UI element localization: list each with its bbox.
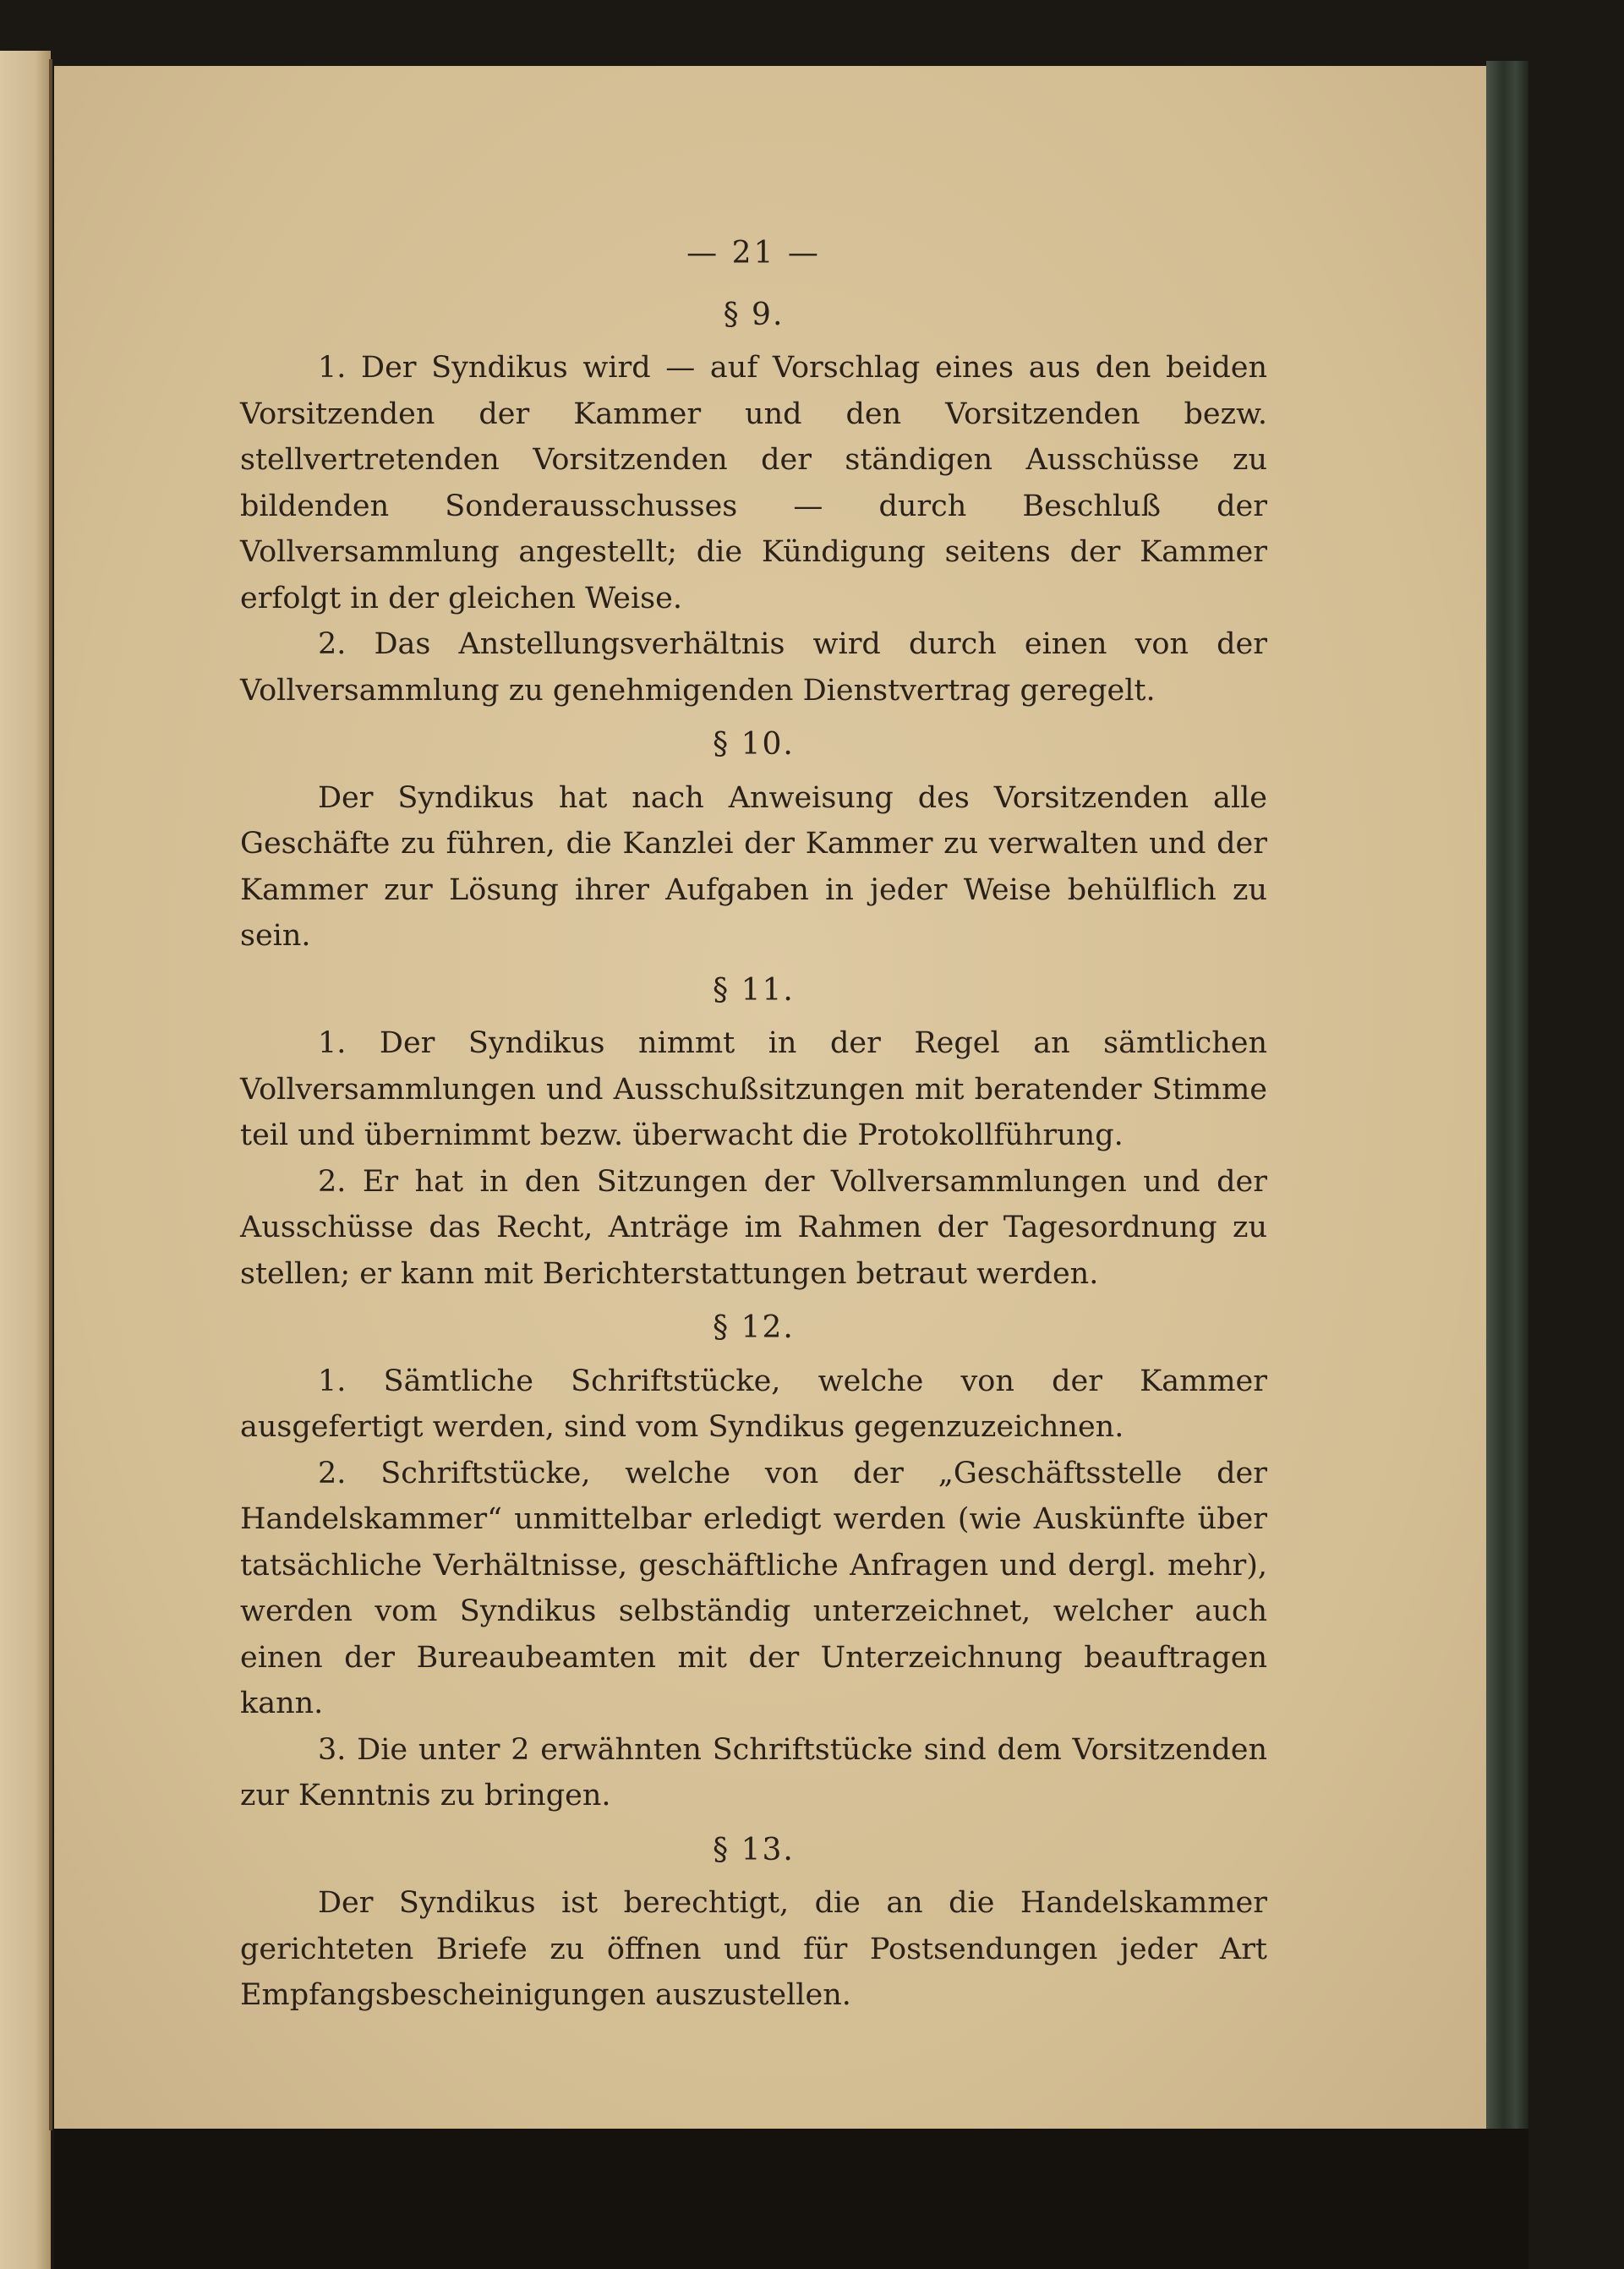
binding-thread <box>49 59 52 2130</box>
section-heading: § 13. <box>713 1832 795 1867</box>
paragraph: 2. Das Anstellungsverhältnis wird durch einen von der Vollversammlung zu genehmigenden Dienstvertrag geregelt. <box>240 627 1267 708</box>
paragraph: Der Syndikus ist berechtigt, die an die Handelskammer gerichteten Briefe zu öffnen und für Postsendungen jeder Art Empfangsbescheinigungen auszustellen. <box>240 1886 1267 2012</box>
paragraph: 1. Der Syndikus wird — auf Vorschlag eines aus den beiden Vorsitzenden der Kammer und den Vorsitzenden bezw. stellvertretenden Vorsitzenden der ständigen Ausschüsse zu bildenden Sonderausschusses — durch Beschluß der Vollversammlung angestellt; die Kündigung seitens der Kammer erfolgt in der gleichen Weise. <box>240 351 1267 615</box>
background-shadow <box>54 2129 1528 2269</box>
section-heading: § 9. <box>723 297 785 332</box>
book-spine <box>1486 61 1528 2132</box>
section-11 <box>240 968 1267 1298</box>
section-heading: § 11. <box>713 972 795 1008</box>
section-13 <box>240 1828 1267 2019</box>
paragraph: Der Syndikus hat nach Anweisung des Vorsitzenden alle Geschäfte zu führen, die Kanzlei der Kammer zu verwalten und der Kammer zur Lösung ihrer Aufgaben in jeder Weise behülflich zu sein. <box>240 780 1267 953</box>
paragraph: 2. Schriftstücke, welche von der „Geschäftsstelle der Handelskammer“ unmittelbar erledigt werden (wie Auskünfte über tatsächliche Verhältnisse, geschäftliche Anfragen und dergl. mehr), werden vom Syndikus selbständig unterzeichnet, welcher auch einen der Bureaubeamten mit der Unterzeichnung beauftragen kann. <box>240 1456 1267 1720</box>
paragraph: 1. Der Syndikus nimmt in der Regel an sämtlichen Vollversammlungen und Ausschußsitzungen mit beratender Stimme teil und übernimmt bezw. überwacht die Protokollführung. <box>240 1026 1267 1152</box>
page-text <box>240 231 1267 2019</box>
paragraph: 2. Er hat in den Sitzungen der Vollversammlungen und der Ausschüsse das Recht, Anträge im Rahmen der Tagesordnung zu stellen; er kann mit Berichterstattungen betraut werden. <box>240 1164 1267 1291</box>
section-12 <box>240 1305 1267 1819</box>
paragraph: 1. Sämtliche Schriftstücke, welche von der Kammer ausgefertigt werden, sind vom Syndikus gegenzuzeichnen. <box>240 1364 1267 1444</box>
section-heading: § 12. <box>713 1310 795 1345</box>
left-page-edge <box>0 51 51 2269</box>
section-heading: § 10. <box>713 727 795 762</box>
book-page <box>54 66 1486 2129</box>
page-number: — 21 — <box>686 236 821 271</box>
paragraph: 3. Die unter 2 erwähnten Schriftstücke sind dem Vorsitzenden zur Kenntnis zu bringen. <box>240 1732 1267 1812</box>
section-10 <box>240 722 1267 960</box>
section-9 <box>240 293 1267 714</box>
